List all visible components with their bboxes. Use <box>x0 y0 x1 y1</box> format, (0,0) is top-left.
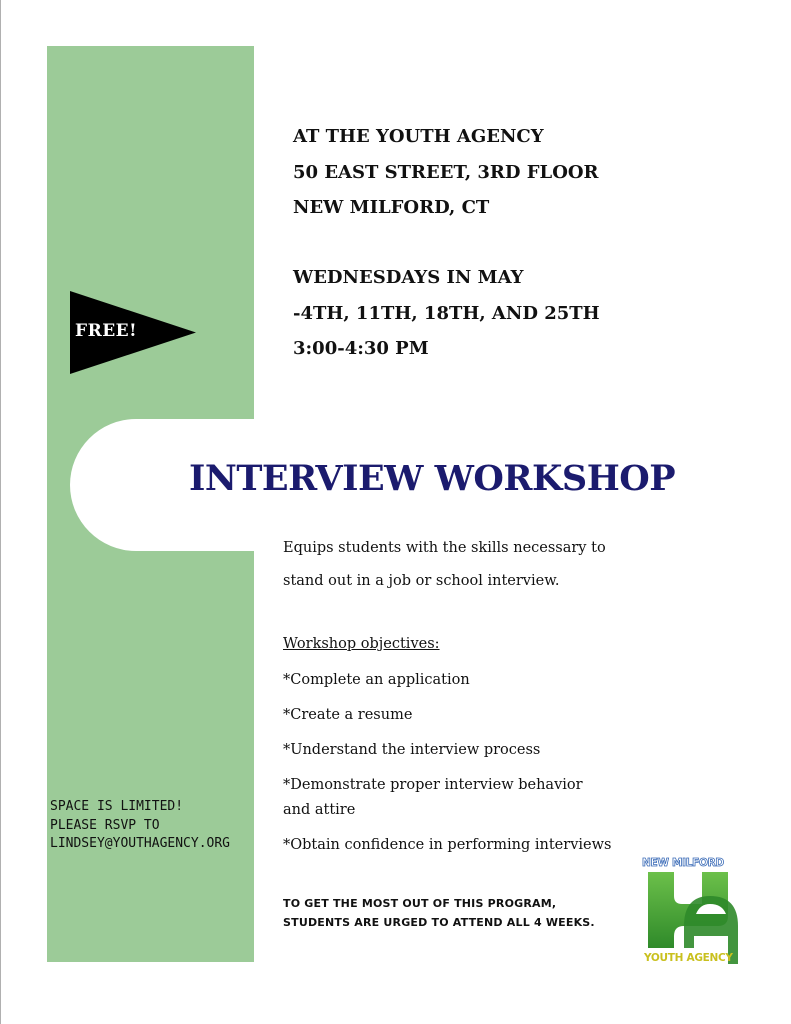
description-line-2: stand out in a job or school interview. <box>283 573 560 589</box>
objective-item: *Understand the interview process <box>283 742 541 758</box>
logo-bottom-text: YOUTH AGENCY <box>644 952 733 964</box>
objectives-list <box>283 663 611 863</box>
location-city: NEW MILFORD, CT <box>293 197 490 218</box>
free-badge-label: FREE! <box>75 321 138 341</box>
location-street: 50 EAST STREET, 3RD FLOOR <box>293 161 599 183</box>
rsvp-limited: SPACE IS LIMITED! <box>50 799 184 814</box>
objectives-heading: Workshop objectives: <box>283 636 440 652</box>
schedule-days: WEDNESDAYS IN MAY <box>293 267 524 288</box>
location-agency: AT THE YOUTH AGENCY <box>293 126 544 147</box>
workshop-description <box>283 532 606 598</box>
page-edge <box>0 0 1 1024</box>
objective-item: *Complete an application <box>283 672 470 688</box>
workshop-title: INTERVIEW WORKSHOP <box>189 458 676 499</box>
youth-agency-logo-icon <box>644 856 748 968</box>
attendance-note <box>283 894 595 932</box>
schedule-dates: -4TH, 11TH, 18TH, AND 25TH <box>293 302 600 324</box>
location-block <box>293 119 599 226</box>
schedule-block <box>293 260 600 367</box>
objective-item-continued: and attire <box>283 802 356 818</box>
rsvp-block <box>50 798 230 854</box>
rsvp-please: PLEASE RSVP TO <box>50 817 160 833</box>
attendance-note-line-1: TO GET THE MOST OUT OF THIS PROGRAM, <box>283 897 557 910</box>
schedule-time: 3:00-4:30 PM <box>293 338 429 359</box>
objective-item: *Obtain confidence in performing interviews <box>283 837 612 853</box>
logo-top-text: NEW MILFORD <box>642 857 724 869</box>
objective-item: *Demonstrate proper interview behavior <box>283 777 583 793</box>
rsvp-email: LINDSEY@YOUTHAGENCY.ORG <box>50 836 231 851</box>
description-line-1: Equips students with the skills necessary to <box>283 540 606 556</box>
objective-item: *Create a resume <box>283 707 413 723</box>
attendance-note-line-2: STUDENTS ARE URGED TO ATTEND ALL 4 WEEKS. <box>283 916 595 929</box>
